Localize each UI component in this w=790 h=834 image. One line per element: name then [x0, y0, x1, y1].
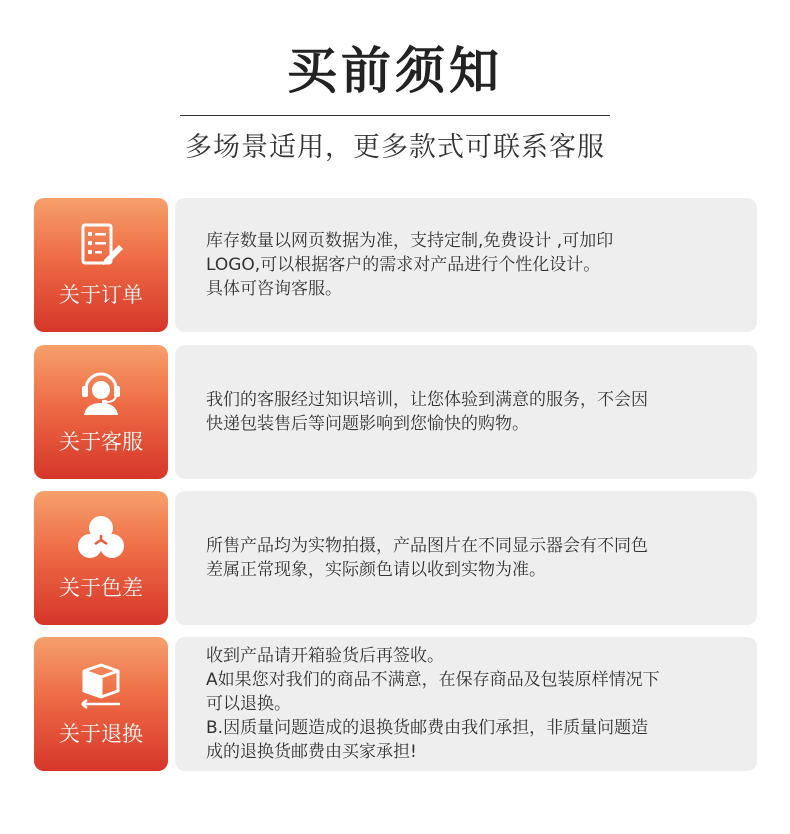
returns-line: 可以退换。 — [206, 694, 291, 714]
return-box-icon — [76, 659, 126, 709]
color-line: 差属正常现象，实际颜色请以收到实物为准。 — [206, 560, 546, 580]
page-title: 买前须知 — [287, 42, 503, 100]
service-label: 关于客服 — [59, 430, 143, 454]
section-returns — [34, 637, 757, 771]
section-customer-service — [34, 345, 757, 479]
returns-badge — [34, 637, 168, 771]
service-card — [175, 345, 757, 479]
color-card — [175, 491, 757, 625]
order-text — [206, 229, 746, 301]
returns-label: 关于退换 — [59, 722, 143, 746]
order-line: 库存数量以网页数据为准，支持定制,免费设计 ,可加印 — [206, 231, 614, 251]
color-line: 所售产品均为实物拍摄，产品图片在不同显示器会有不同色 — [206, 536, 648, 556]
color-circles-icon — [76, 513, 126, 563]
returns-line: B.因质量问题造成的退换货邮费由我们承担，非质量问题造 — [206, 718, 649, 738]
color-badge — [34, 491, 168, 625]
returns-text — [206, 644, 746, 764]
returns-card — [175, 637, 757, 771]
color-label: 关于色差 — [59, 576, 143, 600]
section-order — [34, 198, 757, 332]
service-line: 我们的客服经过知识培训，让您体验到满意的服务，不会因 — [206, 390, 648, 410]
title-divider — [180, 115, 610, 116]
page-subtitle: 多场景适用，更多款式可联系客服 — [185, 132, 605, 163]
section-color-difference — [34, 491, 757, 625]
returns-line: 成的退换货邮费由买家承担! — [206, 742, 417, 762]
order-list-icon — [76, 220, 126, 270]
order-line: 具体可咨询客服。 — [206, 279, 342, 299]
returns-line: A如果您对我们的商品不满意，在保存商品及包装原样情况下 — [206, 670, 660, 690]
customer-service-headset-icon — [76, 367, 126, 417]
order-badge — [34, 198, 168, 332]
order-line: LOGO,可以根据客户的需求对产品进行个性化设计。 — [206, 255, 601, 275]
service-badge — [34, 345, 168, 479]
order-label: 关于订单 — [59, 283, 143, 307]
order-card — [175, 198, 757, 332]
service-line: 快递包装售后等问题影响到您愉快的购物。 — [206, 414, 529, 434]
color-text — [206, 534, 746, 582]
returns-line: 收到产品请开箱验货后再签收。 — [206, 646, 444, 666]
service-text — [206, 388, 746, 436]
